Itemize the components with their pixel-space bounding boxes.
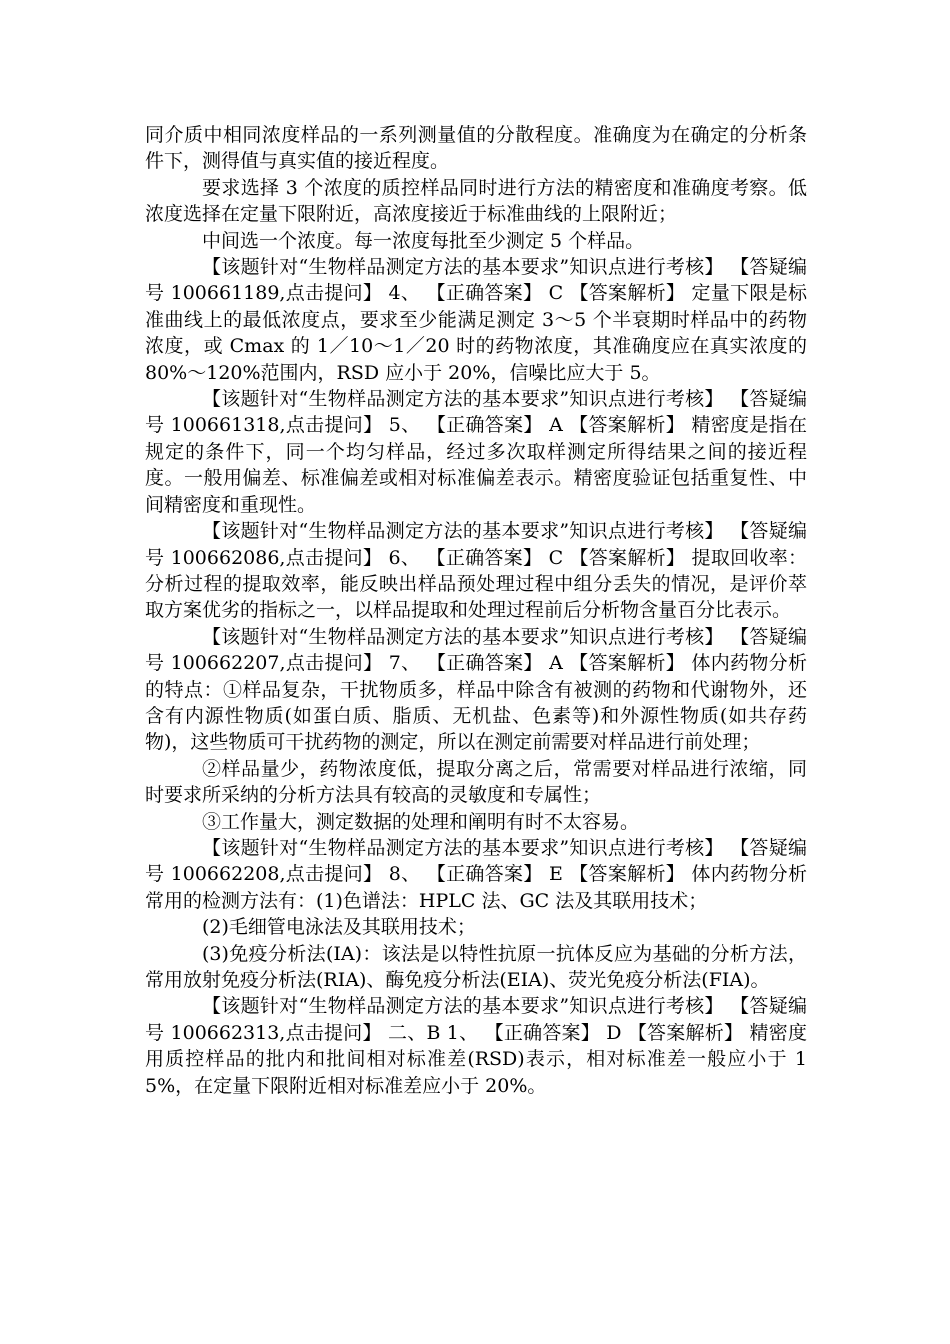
paragraph: 【该题针对“生物样品测定方法的基本要求”知识点进行考核】 【答疑编号 100661318,点击提问】 5、 【正确答案】 A 【答案解析】 精密度是指在规定的条件下，同一个均匀样品，经过多次取样测定所得结果之间的接近程度。一般用偏差、标准偏差或相对标准偏差表示。精密度验证包括重复性、中间精密度和重现性。	[145, 388, 807, 516]
paragraph: 【该题针对“生物样品测定方法的基本要求”知识点进行考核】 【答疑编号 100662086,点击提问】 6、 【正确答案】 C 【答案解析】 提取回收率：分析过程的提取效率，能反映出样品预处理过程中组分丢失的情况，是评价萃取方案优劣的指标之一，以样品提取和处理过程前后分析物含量百分比表示。	[145, 520, 807, 622]
paragraph: 【该题针对“生物样品测定方法的基本要求”知识点进行考核】 【答疑编号 100662208,点击提问】 8、 【正确答案】 E 【答案解析】 体内药物分析常用的检测方法有：(1)色谱法：HPLC 法、GC 法及其联用技术；	[145, 836, 807, 912]
paragraph: 【该题针对“生物样品测定方法的基本要求”知识点进行考核】 【答疑编号 100661189,点击提问】 4、 【正确答案】 C 【答案解析】 定量下限是标准曲线上的最低浓度点，要求至少能满足测定 3～5 个半衰期时样品中的药物浓度，或 Cmax 的 1／10～1／20 时的药物浓度，其准确度应在真实浓度的 80%～120%范围内，RSD 应小于 20%，信噪比应大于 5。	[145, 256, 807, 384]
paragraph: 同介质中相同浓度样品的一系列测量值的分散程度。准确度为在确定的分析条件下，测得值与真实值的接近程度。	[145, 124, 807, 173]
paragraph: ②样品量少，药物浓度低，提取分离之后，常需要对样品进行浓缩，同时要求所采纳的分析方法具有较高的灵敏度和专属性；	[145, 757, 807, 807]
paragraph: 【该题针对“生物样品测定方法的基本要求”知识点进行考核】 【答疑编号 100662207,点击提问】 7、 【正确答案】 A 【答案解析】 体内药物分析的特点：①样品复杂，干扰物质多，样品中除含有被测的药物和代谢物外，还含有内源性物质(如蛋白质、脂质、无机盐、色素等)和外源性物质(如共存药物)，这些物质可干扰药物的测定，所以在测定前需要对样品进行前处理；	[145, 625, 807, 754]
paragraph: ③工作量大，测定数据的处理和阐明有时不太容易。	[202, 810, 640, 833]
paragraph: 要求选择 3 个浓度的质控样品同时进行方法的精密度和准确度考察。低浓度选择在定量下限附近，高浓度接近于标准曲线的上限附近；	[145, 176, 807, 226]
document-body	[145, 122, 807, 1099]
paragraph: 中间选一个浓度。每一浓度每批至少测定 5 个样品。	[202, 229, 645, 252]
paragraph: 【该题针对“生物样品测定方法的基本要求”知识点进行考核】 【答疑编号 100662313,点击提问】 二、B 1、 【正确答案】 D 【答案解析】 精密度用质控样品的批内和批间相对标准差(RSD)表示，相对标准差一般应小于 15%，在定量下限附近相对标准差应小于 20%。	[145, 995, 807, 1097]
paragraph: (2)毛细管电泳法及其联用技术；	[202, 916, 476, 939]
paragraph: (3)免疫分析法(IA)：该法是以特性抗原一抗体反应为基础的分析方法，常用放射免疫分析法(RIA)、酶免疫分析法(EIA)、荧光免疫分析法(FIA)。	[145, 942, 807, 991]
